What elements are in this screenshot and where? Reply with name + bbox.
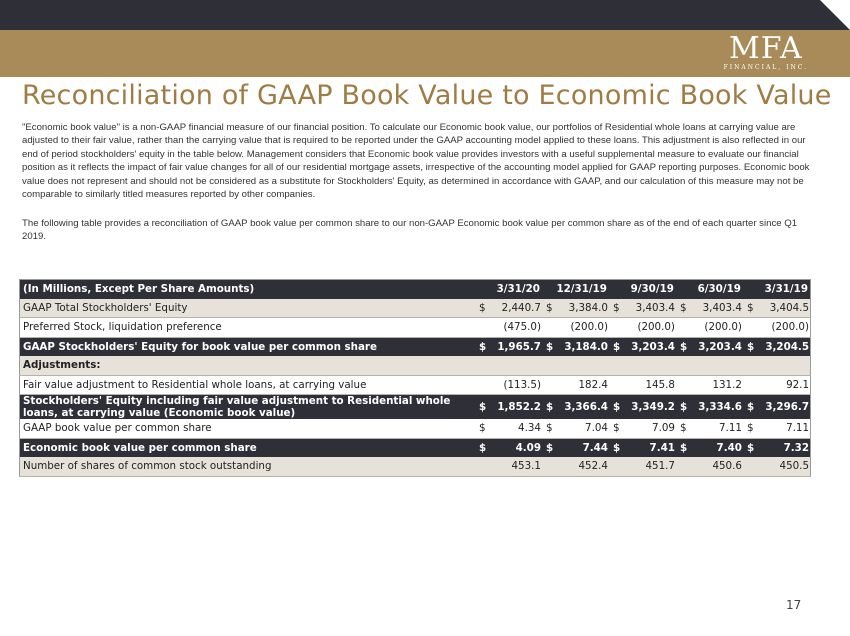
intro-paragraph: "Economic book value" is a non-GAAP financial measure of our financial position. To calculate our Economic book value, our portfolios of Residential whole loans at carrying value are adjusted to their fair value, rather than the carrying value that is required to be reported under the GAAP accounting model applied to these loans. This adjustment is also reflected in our end of period stockholders' equity in the table below. Management considers that Economic book value provides investors with a useful supplemental measure to evaluate our financial position as it reflects the impact of fair value changes for all of our residential mortgage assets, irrespective of the accounting model applied for GAAP reporting purposes. Economic book value does not represent and should not be considered as a substitute for Stockholders' Equity, as determined in accordance with GAAP, and our calculation of this measure may not be comparable to similarly titled measures reported by other companies. [22, 122, 810, 201]
currency-symbol: $ [609, 395, 625, 420]
currency-symbol: $ [542, 299, 558, 318]
currency-symbol: $ [542, 419, 558, 438]
row-label: GAAP Stockholders' Equity for book value per common share [20, 337, 476, 356]
cell-value: (200.0) [692, 318, 743, 338]
table-row [20, 457, 811, 476]
currency-symbol: $ [542, 438, 558, 457]
cell-value: 7.44 [558, 438, 609, 457]
currency-symbol [475, 318, 491, 338]
currency-symbol: $ [609, 299, 625, 318]
table-row [20, 337, 811, 356]
corner-accent [820, 0, 850, 30]
cell-value: 3,204.5 [759, 337, 811, 356]
currency-symbol [743, 318, 759, 338]
row-label: Fair value adjustment to Residential whole loans, at carrying value [20, 375, 476, 395]
cell-value: 4.34 [491, 419, 542, 438]
company-logo [724, 33, 808, 71]
page-title: Reconciliation of GAAP Book Value to Economic Book Value [22, 80, 832, 111]
cell-value: 145.8 [625, 375, 676, 395]
table-header-row [20, 280, 811, 299]
logo-subtext: FINANCIAL, INC. [723, 64, 808, 71]
currency-symbol [609, 375, 625, 395]
cell-value: 7.32 [759, 438, 811, 457]
cell-value: 3,404.5 [759, 299, 811, 318]
currency-symbol: $ [475, 395, 491, 420]
currency-symbol: $ [609, 419, 625, 438]
currency-symbol: $ [475, 438, 491, 457]
cell-value: 7.04 [558, 419, 609, 438]
table-row [20, 438, 811, 457]
cell-value: 3,366.4 [558, 395, 609, 420]
cell-value: 7.09 [625, 419, 676, 438]
table-row [20, 395, 811, 420]
column-header: 3/31/20 [475, 280, 542, 299]
table-row [20, 375, 811, 395]
row-label: Economic book value per common share [20, 438, 476, 457]
row-label: Preferred Stock, liquidation preference [20, 318, 476, 338]
header-label: (In Millions, Except Per Share Amounts) [20, 280, 476, 299]
currency-symbol: $ [475, 299, 491, 318]
currency-symbol [676, 375, 692, 395]
cell-value: 7.11 [759, 419, 811, 438]
currency-symbol [542, 375, 558, 395]
currency-symbol: $ [743, 438, 759, 457]
currency-symbol: $ [743, 299, 759, 318]
cell-value: 3,403.4 [692, 299, 743, 318]
column-header: 6/30/19 [676, 280, 743, 299]
cell-value: (475.0) [491, 318, 542, 338]
cell-value: 3,203.4 [692, 337, 743, 356]
logo-mark: MFA [729, 31, 803, 66]
currency-symbol: $ [475, 337, 491, 356]
cell-value: (200.0) [558, 318, 609, 338]
row-label: GAAP book value per common share [20, 419, 476, 438]
currency-symbol [676, 457, 692, 476]
page-number: 17 [786, 598, 802, 612]
cell-value: 3,203.4 [625, 337, 676, 356]
currency-symbol: $ [609, 337, 625, 356]
cell-value: 1,965.7 [491, 337, 542, 356]
currency-symbol: $ [676, 299, 692, 318]
cell-value: 2,440.7 [491, 299, 542, 318]
cell-value: 7.40 [692, 438, 743, 457]
currency-symbol [542, 457, 558, 476]
cell-value: 3,384.0 [558, 299, 609, 318]
cell-value: 131.2 [692, 375, 743, 395]
currency-symbol: $ [475, 419, 491, 438]
cell-value: 182.4 [558, 375, 609, 395]
cell-value: 451.7 [625, 457, 676, 476]
table-row [20, 299, 811, 318]
currency-symbol: $ [676, 419, 692, 438]
column-header: 3/31/19 [743, 280, 811, 299]
cell-value: 450.5 [759, 457, 811, 476]
cell-value: 4.09 [491, 438, 542, 457]
currency-symbol: $ [676, 438, 692, 457]
currency-symbol [743, 457, 759, 476]
currency-symbol: $ [542, 337, 558, 356]
cell-value: 92.1 [759, 375, 811, 395]
currency-symbol: $ [676, 395, 692, 420]
currency-symbol: $ [743, 395, 759, 420]
reconciliation-table [19, 279, 811, 477]
currency-symbol [743, 375, 759, 395]
cell-value: 3,296.7 [759, 395, 811, 420]
table-intro-paragraph: The following table provides a reconciliation of GAAP book value per common share to our non-GAAP Economic book value per common share as of the end of each quarter since Q1 2019. [22, 218, 798, 243]
brand-band [0, 30, 850, 77]
currency-symbol: $ [743, 419, 759, 438]
column-header: 9/30/19 [609, 280, 676, 299]
cell-value: (200.0) [759, 318, 811, 338]
cell-value: 3,184.0 [558, 337, 609, 356]
currency-symbol [542, 318, 558, 338]
cell-value: 7.41 [625, 438, 676, 457]
table-row [20, 419, 811, 438]
cell-value: (113.5) [491, 375, 542, 395]
currency-symbol: $ [609, 438, 625, 457]
row-label: Stockholders' Equity including fair value adjustment to Residential whole loans, at carrying value (Economic book value) [20, 395, 476, 420]
cell-value: 3,349.2 [625, 395, 676, 420]
cell-value: 450.6 [692, 457, 743, 476]
currency-symbol [609, 318, 625, 338]
row-label: Number of shares of common stock outstanding [20, 457, 476, 476]
cell-value: 3,403.4 [625, 299, 676, 318]
cell-value: 3,334.6 [692, 395, 743, 420]
currency-symbol [676, 318, 692, 338]
cell-value: (200.0) [625, 318, 676, 338]
currency-symbol [475, 457, 491, 476]
cell-value: 452.4 [558, 457, 609, 476]
section-row [20, 356, 811, 375]
cell-value: 453.1 [491, 457, 542, 476]
currency-symbol [475, 375, 491, 395]
section-label: Adjustments: [20, 356, 811, 375]
currency-symbol [609, 457, 625, 476]
currency-symbol: $ [542, 395, 558, 420]
cell-value: 1,852.2 [491, 395, 542, 420]
currency-symbol: $ [743, 337, 759, 356]
cell-value: 7.11 [692, 419, 743, 438]
table-row [20, 318, 811, 338]
row-label: GAAP Total Stockholders' Equity [20, 299, 476, 318]
top-bar [0, 0, 850, 30]
currency-symbol: $ [676, 337, 692, 356]
column-header: 12/31/19 [542, 280, 609, 299]
